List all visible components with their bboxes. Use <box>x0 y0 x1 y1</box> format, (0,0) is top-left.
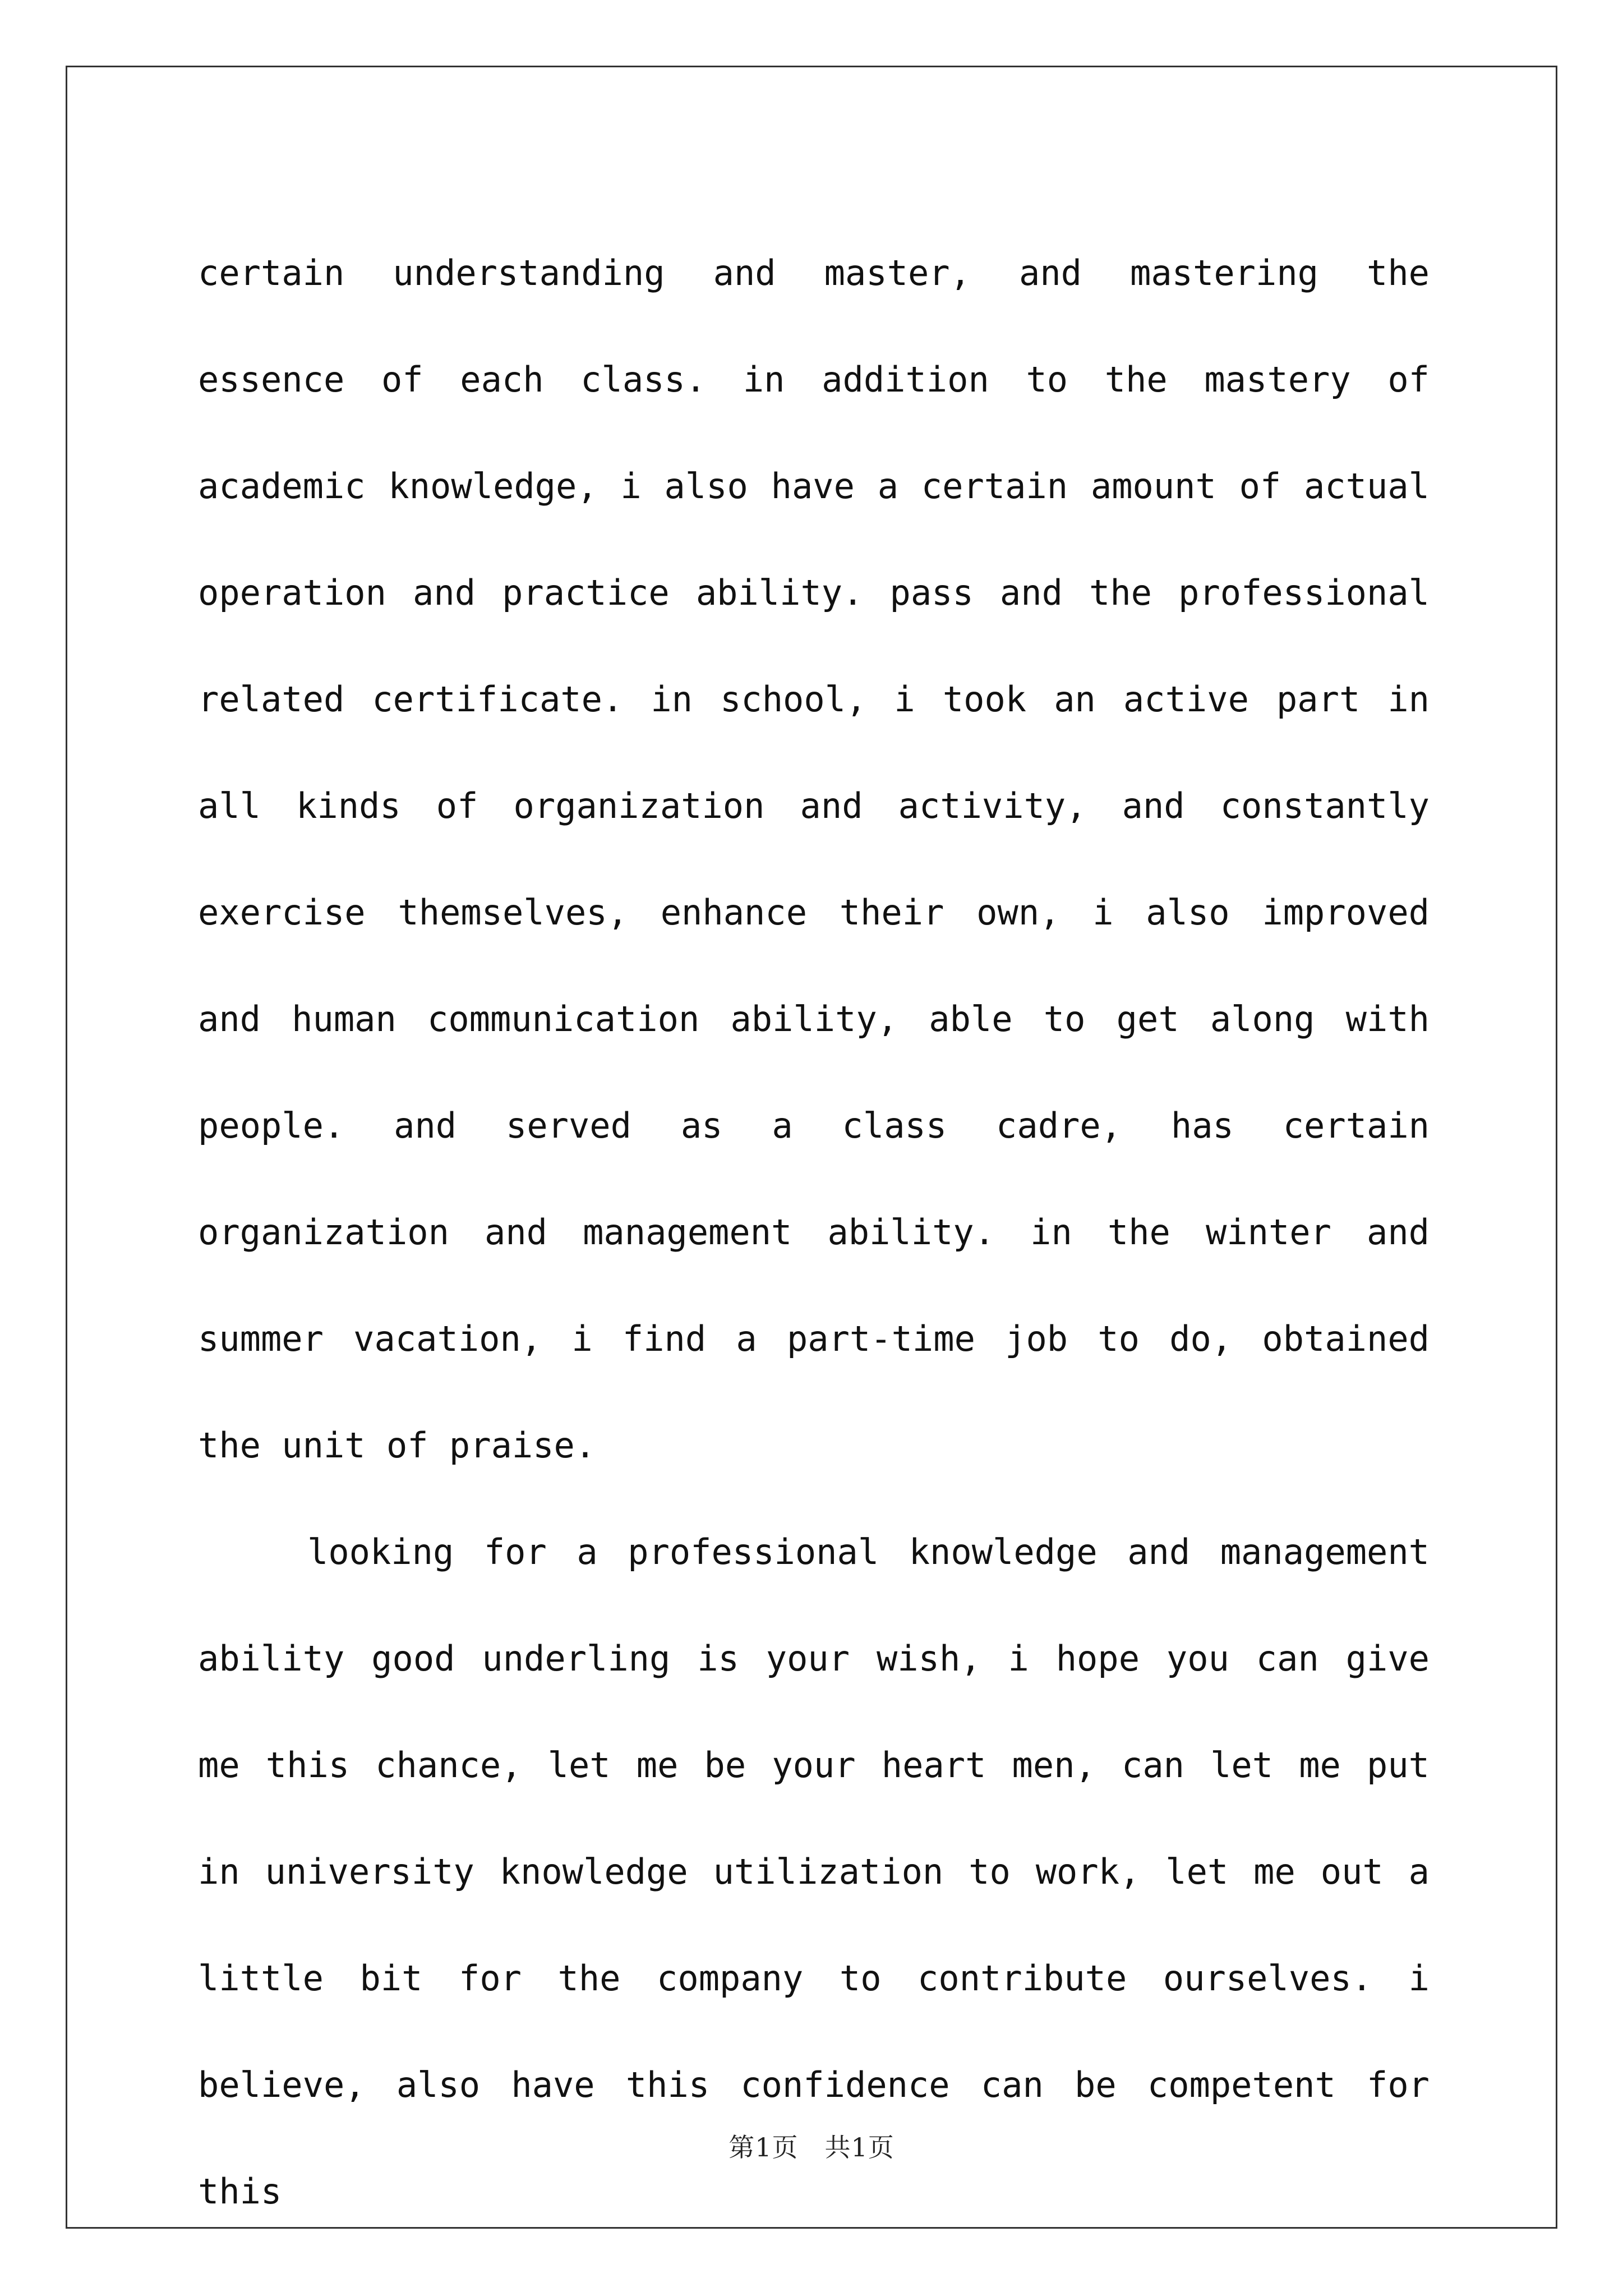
page-total: 共1页 <box>824 2132 895 2162</box>
paragraph-2: looking for a professional knowledge and management ability good underling is your wish, i hope you can give me this chance, let me be your heart men, can let me put in university knowledge utilization to work, let me out a little bit for the company to contribute ourselves. i believe, also have this confidence can be competent for this <box>198 1531 1430 2212</box>
page-number: 第1页 <box>728 2132 799 2162</box>
paragraph-1: certain understanding and master, and mastering the essence of each class. in addition to the mastery of academic knowledge, i also have a certain amount of actual operation and practice ability. pass and the professional related certificate. in school, i took an active part in all kinds of organization and activity, and constantly exercise themselves, enhance their own, i also improved and human communication ability, able to get along with people. and served as a class cadre, has certain organization and management ability. in the winter and summer vacation, i find a part-time job to do, obtained the unit of praise. <box>198 252 1430 1466</box>
document-body <box>198 220 1430 2245</box>
page-footer <box>0 2127 1623 2164</box>
